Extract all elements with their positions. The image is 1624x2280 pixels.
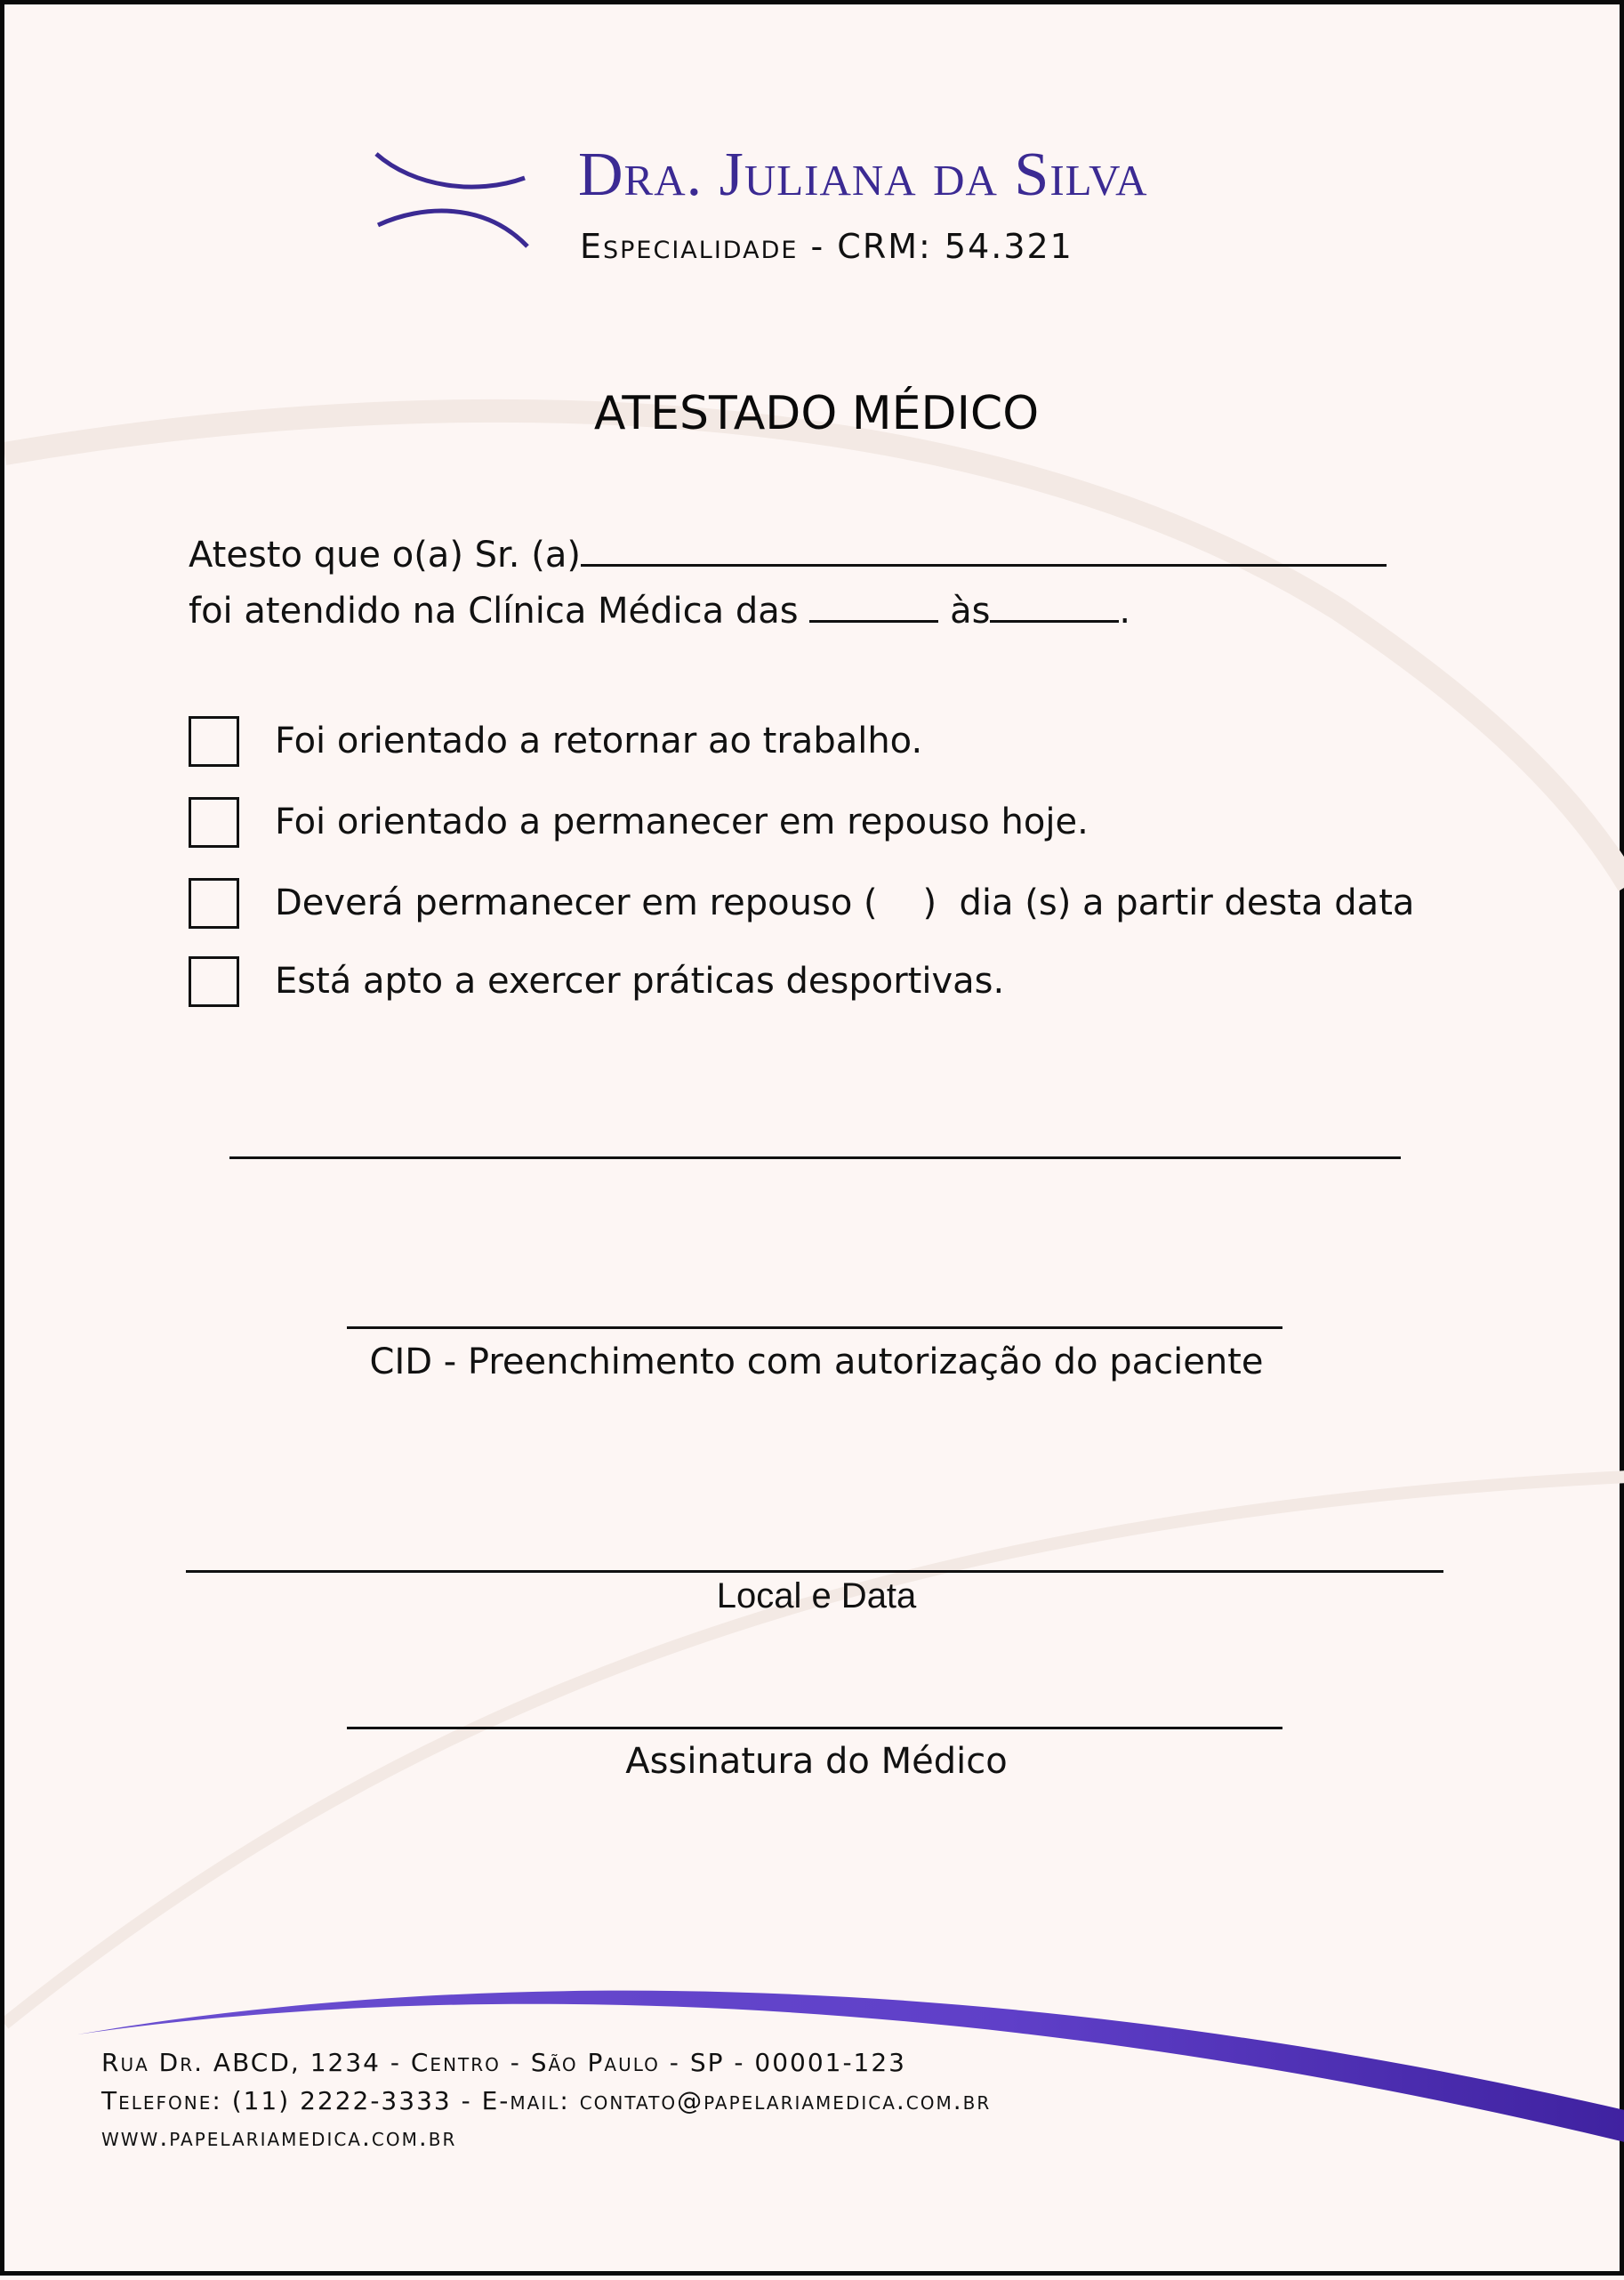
time-to-blank[interactable] [990, 619, 1119, 623]
time-to-label: às [950, 591, 991, 632]
document-title: ATESTADO MÉDICO [593, 387, 1040, 440]
footer-website: www.papelariamedica.com.br [101, 2123, 457, 2152]
patient-line [189, 535, 1387, 576]
option-label: Foi orientado a permanecer em repouso hoje. [275, 802, 1089, 842]
time-from-blank[interactable] [809, 619, 938, 623]
time-line [189, 591, 1130, 632]
checkbox[interactable] [189, 878, 239, 929]
signature-caption: Assinatura do Médico [625, 1741, 1008, 1782]
option-return-to-work[interactable] [189, 713, 922, 769]
option-label: Foi orientado a retornar ao trabalho. [275, 721, 923, 761]
footer-address: Rua Dr. ABCD, 1234 - Centro - São Paulo - SP - 00001-123 [101, 2048, 906, 2077]
period: . [1119, 591, 1131, 632]
patient-name-blank[interactable] [581, 563, 1387, 567]
checkbox[interactable] [189, 716, 239, 767]
option-label: Está apto a exercer práticas desportivas. [275, 961, 1005, 1002]
option-fit-for-sports[interactable] [189, 954, 1004, 1009]
signature-line[interactable] [347, 1727, 1282, 1729]
cid-caption: CID - Preenchimento com autorização do paciente [369, 1341, 1264, 1382]
option-label: Deverá permanecer em repouso ( ) dia (s) a partir desta data [275, 882, 1415, 923]
option-rest-days[interactable] [189, 875, 1414, 931]
specialty-crm: Especialidade - CRM: 54.321 [580, 227, 1073, 266]
footer-contact: Telefone: (11) 2222-3333 - E-mail: contato@papelariamedica.com.br [101, 2086, 992, 2115]
checkbox[interactable] [189, 956, 239, 1007]
background-decoration [4, 4, 1624, 2280]
doctor-name: Dra. Juliana da Silva [578, 141, 1148, 209]
local-date-caption: Local e Data [716, 1576, 917, 1615]
patient-line-label: Atesto que o(a) Sr. (a) [189, 535, 581, 576]
free-text-line[interactable] [229, 1156, 1401, 1159]
double-arc-logo-icon [369, 147, 538, 258]
time-line-label: foi atendido na Clínica Médica das [189, 591, 799, 632]
checkbox[interactable] [189, 797, 239, 848]
option-rest-today[interactable] [189, 794, 1089, 850]
cid-line[interactable] [347, 1326, 1282, 1329]
local-date-line[interactable] [186, 1570, 1443, 1573]
